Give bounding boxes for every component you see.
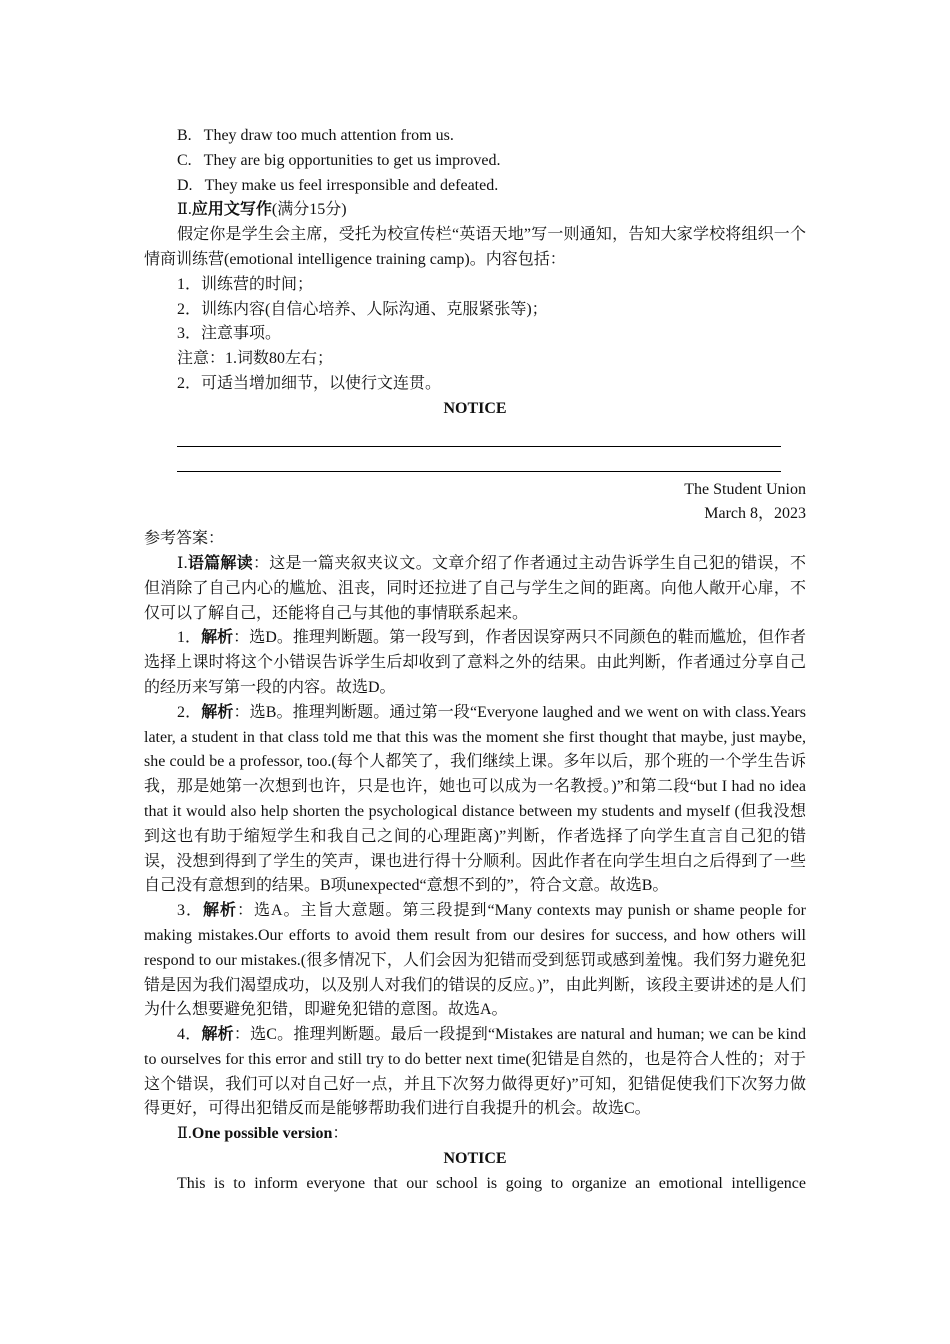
answer-line-2 (177, 447, 781, 472)
reading-analysis: Ⅰ.语篇解读：这是一篇夹叙夹议文。文章介绍了作者通过主动告诉学生自己犯的错误，不但消除了自己内心的尴尬、沮丧，同时还拉进了自己与学生之间的距离。向他人敞开心扉，不仅可以了解自己，还能将自己与其他的事情联系起来。 (144, 554, 806, 622)
document-page (144, 124, 806, 1197)
version-text: This is to inform everyone that our school is going to organize an emotional intelligence (177, 1174, 806, 1192)
notice-date: March 8，2023 (704, 505, 806, 523)
answer-line-1 (177, 422, 781, 447)
writing-item-1: 1．训练营的时间； (177, 275, 314, 293)
answer-4: 4．解析：选C。推理判断题。最后一段提到“Mistakes are natural and human; we can be kind to ourselves for this error and still try to do better next time(犯错是自然的，也是符合人性的；对于这个错误，我们可以对自己好一点，并且下次努力做得更好)”可知，犯错促使我们下次努力做得更好，可得出犯错反而是能够帮助我们进行自我提升的机会。故选C。 (144, 1026, 806, 1118)
version-title: NOTICE (443, 1150, 507, 1168)
writing-heading: Ⅱ.应用文写作(满分15分) (177, 201, 347, 219)
signature: The Student Union (684, 480, 806, 498)
writing-item-3: 3．注意事项。 (177, 325, 282, 343)
notice-title: NOTICE (443, 399, 507, 417)
option-c: C. They are big opportunities to get us improved. (177, 151, 501, 169)
answers-label: 参考答案： (144, 530, 225, 548)
answer-2: 2．解析：选B。推理判断题。通过第一段“Everyone laughed and we went on with class.Years later, a student in that class told me that this was the moment she first thought that maybe, just maybe, she could be a professor, too.(每个人都笑了，我们继续上课。多年以后，那个班的一个学生告诉我，那是她第一次想到也许，只是也许，她也可以成为一名教授。)”和第二段“but I had no idea that it would also help shorten the psychological distance between my students and myself (但我没想到这也有助于缩短学生和我自己之间的心理距离)”判断，作者选择了向学生直言自己犯的错误，没想到得到了学生的笑声，课也进行得十分顺利。因此作者在向学生坦白之后得到了一些自己没有意想到的结果。B项unexpected“意想不到的”，符合文意。故选B。 (144, 703, 806, 895)
writing-prompt: 假定你是学生会主席，受托为校宣传栏“英语天地”写一则通知，告知大家学校将组织一个情商训练营(emotional intelligence training camp)。内容包括： (144, 226, 806, 268)
writing-note-2: 2．可适当增加细节，以使行文连贯。 (177, 374, 442, 392)
writing-item-2: 2．训练内容(自信心培养、人际沟通、克服紧张等)； (177, 300, 548, 318)
version-heading: Ⅱ.One possible version： (177, 1125, 349, 1143)
answer-1: 1．解析：选D。推理判断题。第一段写到，作者因误穿两只不同颜色的鞋而尴尬，但作者选择上课时将这个小错误告诉学生后却收到了意料之外的结果。由此判断，作者通过分享自己的经历来写第一段的内容。故选D。 (144, 629, 806, 696)
option-b: B. They draw too much attention from us. (177, 127, 454, 144)
answer-3: 3．解析：选A。主旨大意题。第三段提到“Many contexts may punish or shame people for making mistakes.Our efforts to avoid them result from our desires for success, and how others will respond to our mistakes.(很多情况下，人们会因为犯错而受到惩罚或感到羞愧。我们努力避免犯错是因为我们渴望成功，以及别人对我们的错误的反应。)”，由此判断，该段主要讲述的是人们为什么想要避免犯错，即避免犯错的意图。故选A。 (144, 902, 806, 1019)
writing-note-1: 注意：1.词数80左右； (177, 350, 334, 368)
option-d: D. They make us feel irresponsible and defeated. (177, 176, 499, 194)
